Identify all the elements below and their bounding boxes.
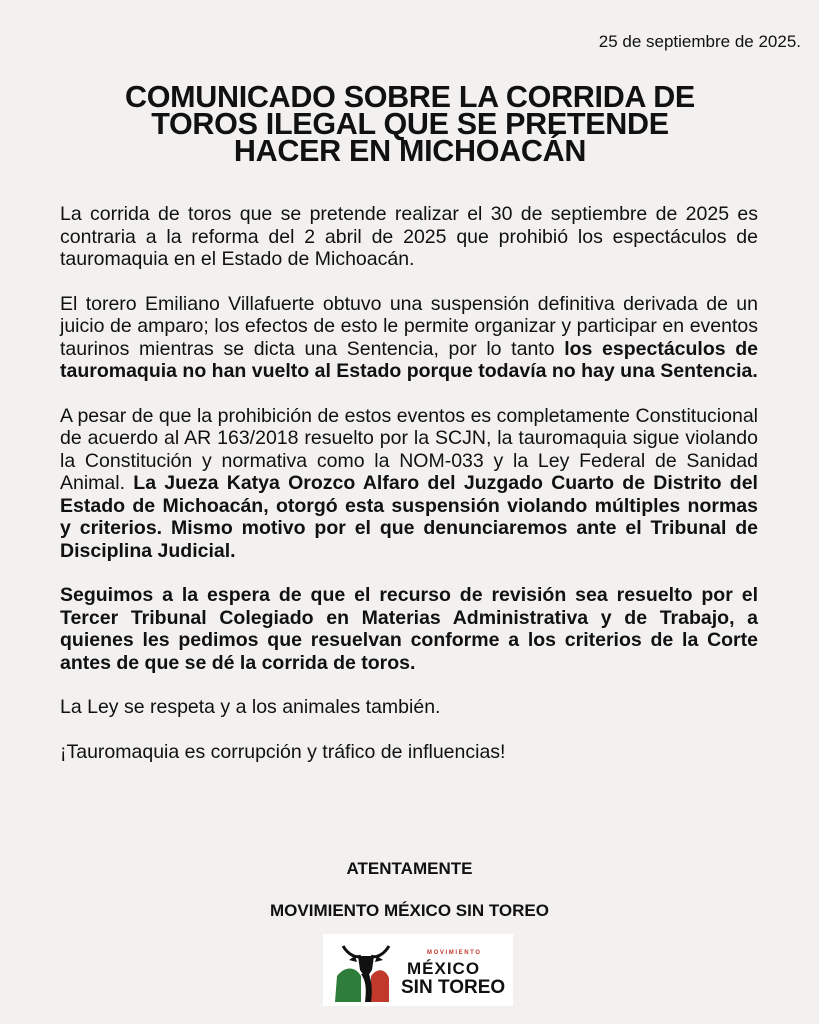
title-line-2: TOROS ILEGAL QUE SE PRETENDE xyxy=(151,107,669,141)
paragraph-3 xyxy=(60,405,758,563)
title-line-3: HACER EN MICHOACÁN xyxy=(233,134,587,168)
organization-name: MOVIMIENTO MÉXICO SIN TOREO xyxy=(270,901,549,920)
organization-logo xyxy=(323,934,513,1006)
logo-line-1: MÉXICO xyxy=(407,959,481,978)
closing-text: ATENTAMENTE xyxy=(346,859,473,878)
title-line-1: COMUNICADO SOBRE LA CORRIDA DE xyxy=(125,80,695,114)
paragraph-4-bold: Seguimos a la espera de que el recurso de revisión sea resuelto por el Tercer Tribunal Colegiado en Materias Administrativa y de Trabajo, a quienes les pedimos que resuelvan conforme a los criterios de la Corte antes de que se dé la corrida de toros. xyxy=(60,584,758,674)
paragraph-3-bold: La Jueza Katya Orozco Alfaro del Juzgado Cuarto de Distrito del Estado de Michoacán, otorgó esta suspensión violando múltiples normas y criterios. Mismo motivo por el que denunciaremos ante el Tribunal de Disciplina Judicial. xyxy=(60,472,758,562)
logo-small-text: MOVIMIENTO xyxy=(427,950,482,956)
paragraph-4 xyxy=(60,584,758,674)
paragraph-2-text: El torero Emiliano Villafuerte obtuvo una suspensión definitiva derivada de un juicio de amparo; los efectos de esto le permite organizar y participar en eventos taurinos mientras se dicta una Sentencia, por lo tanto xyxy=(60,292,758,360)
date: 25 de septiembre de 2025. xyxy=(598,32,801,51)
paragraph-2 xyxy=(60,293,758,383)
paragraph-5: La Ley se respeta y a los animales también. xyxy=(60,696,441,718)
paragraph-3-text: A pesar de que la prohibición de estos eventos es completamente Constitucional de acuerdo al AR 163/2018 resuelto por la SCJN, la tauromaquia sigue violando la Constitución y normativa como la NOM-033 y la Ley Federal de Sanidad Animal. xyxy=(60,404,758,494)
page-title xyxy=(60,80,760,168)
bull-head-icon xyxy=(331,936,401,1004)
statement-body xyxy=(60,203,758,785)
paragraph-6: ¡Tauromaquia es corrupción y tráfico de influencias! xyxy=(60,740,506,763)
logo-line-2: SIN TOREO xyxy=(401,977,506,998)
paragraph-1: La corrida de toros que se pretende realizar el 30 de septiembre de 2025 es contraria a la reforma del 2 abril de 2025 que prohibió los espectáculos de tauromaquia en el Estado de Michoacán. xyxy=(60,203,758,270)
paragraph-2-bold: los espectáculos de tauromaquia no han vuelto al Estado porque todavía no hay una Sentencia. xyxy=(60,337,758,382)
